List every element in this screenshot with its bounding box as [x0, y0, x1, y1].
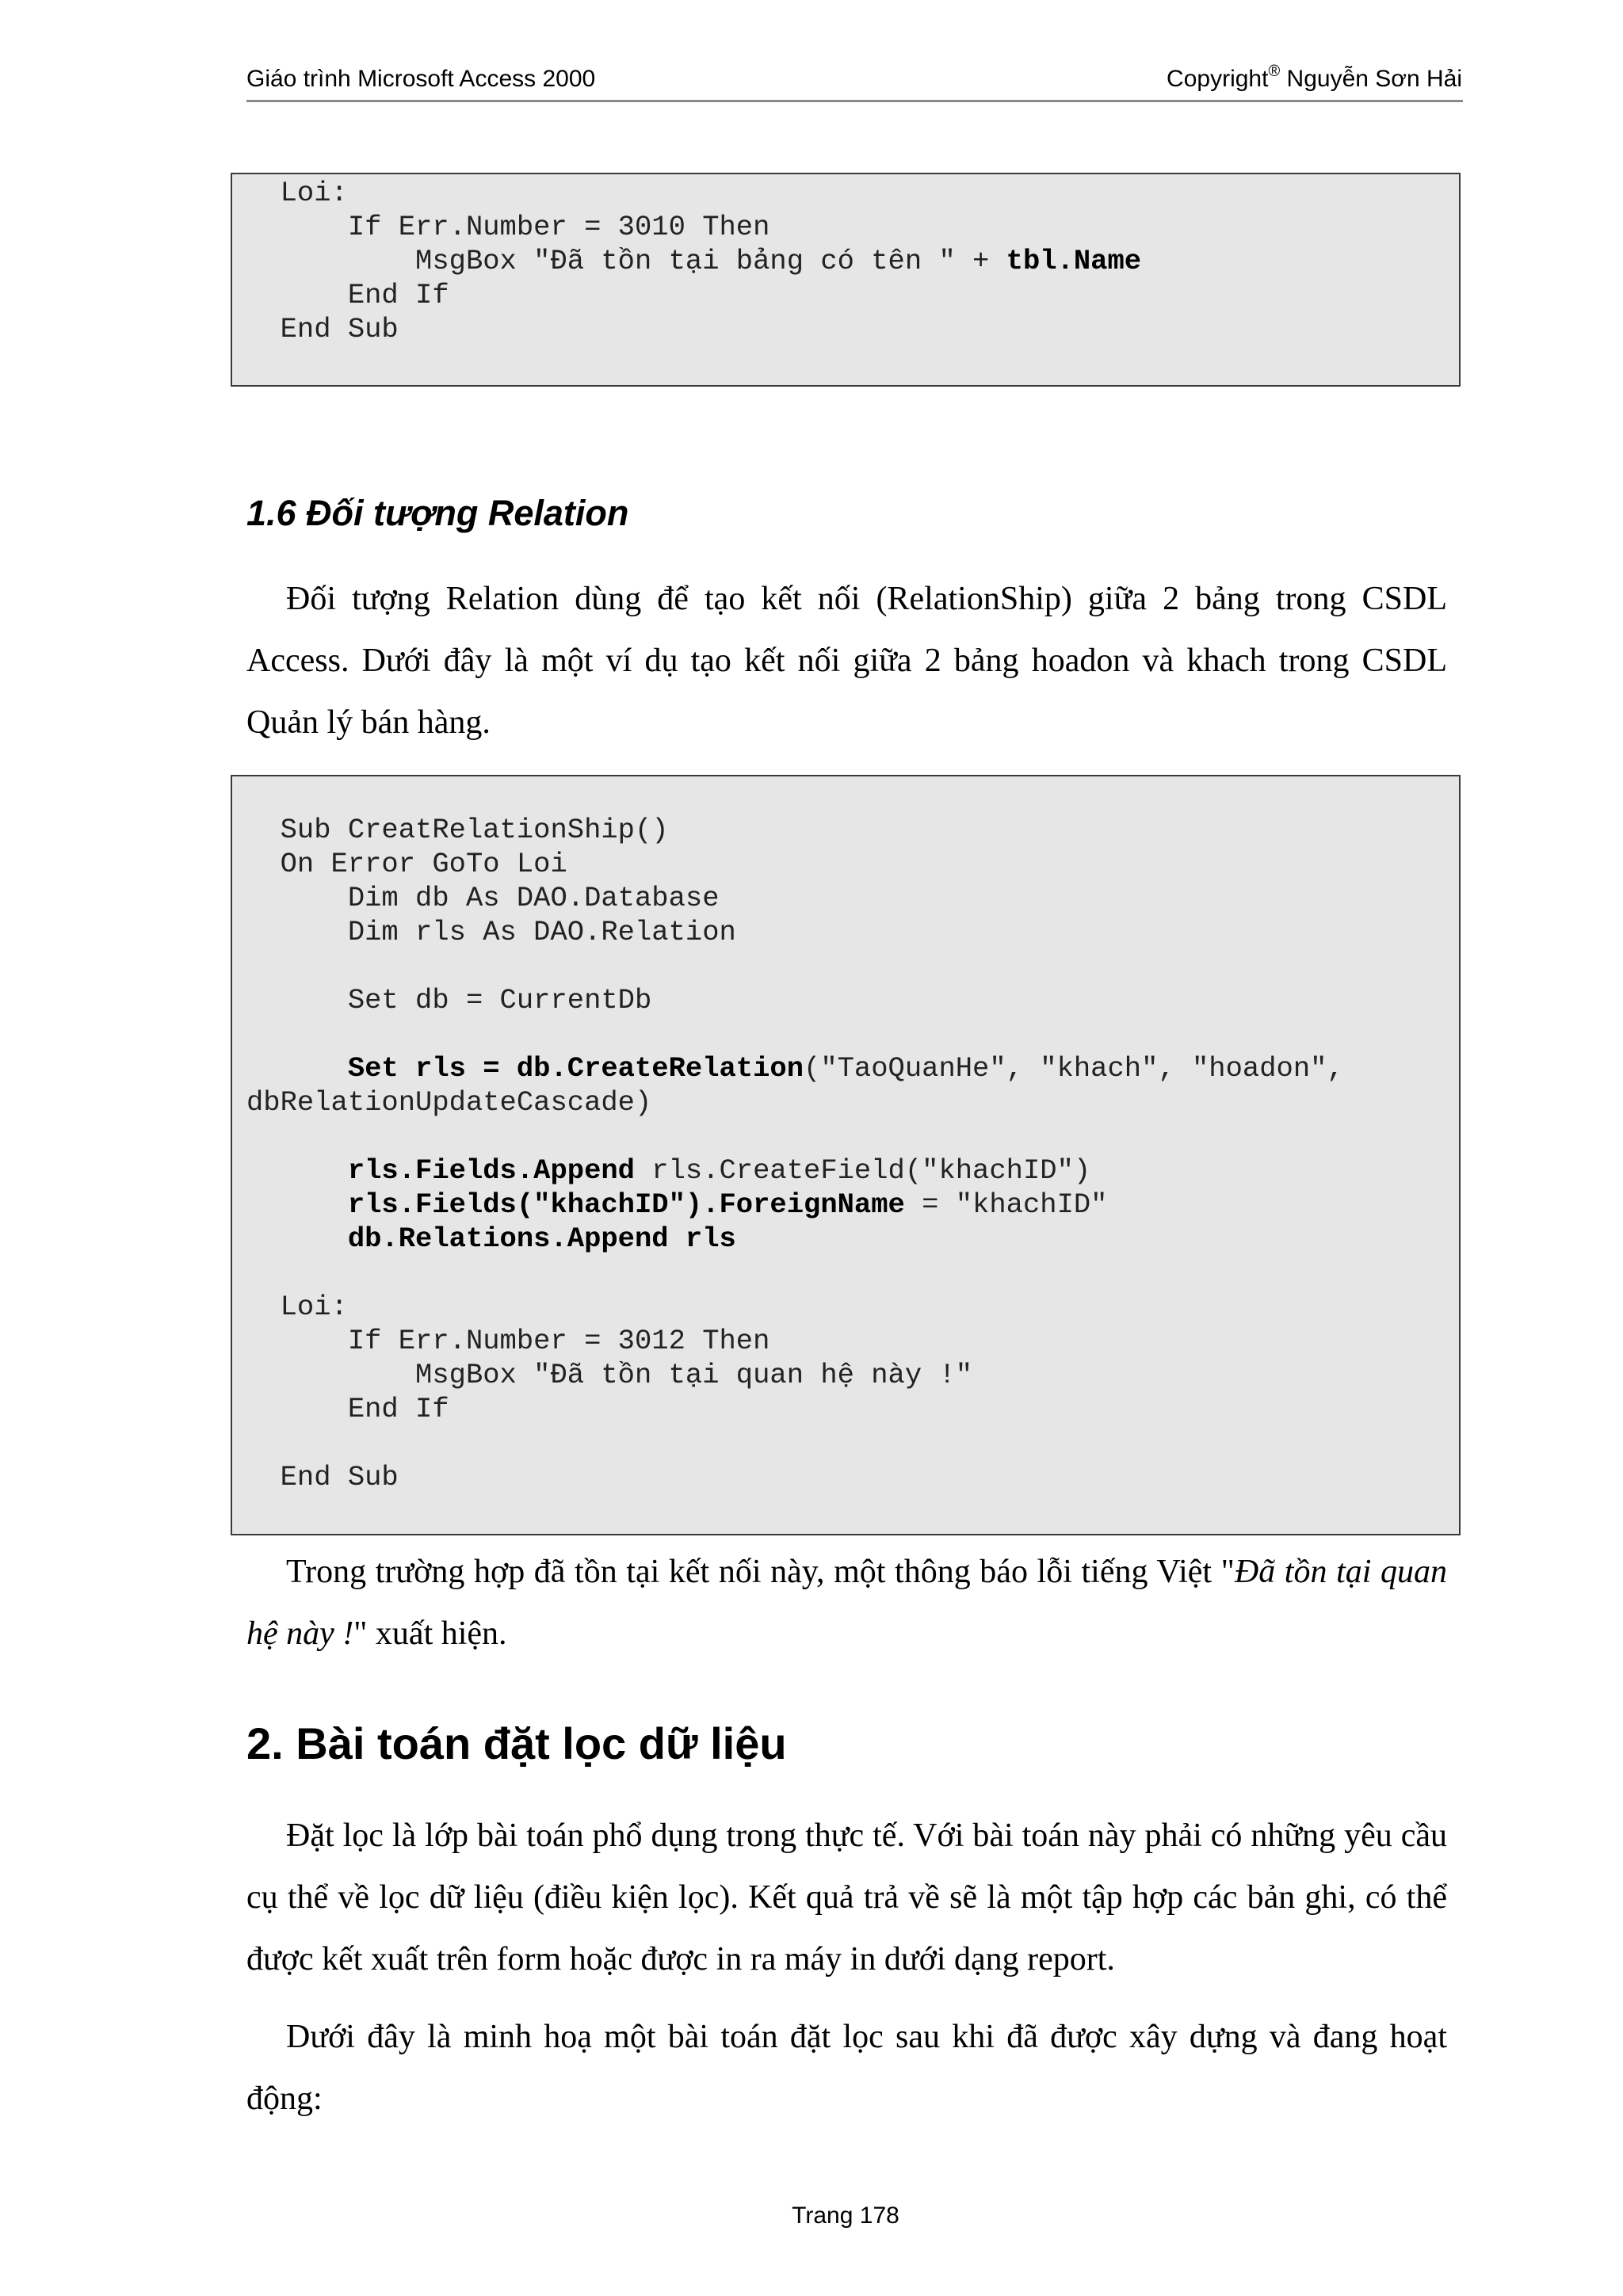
- header-divider: [246, 100, 1463, 102]
- code-line: If Err.Number = 3012 Then: [246, 1325, 770, 1357]
- code-line: Sub CreatRelationShip(): [246, 814, 669, 846]
- code-bold: tbl.Name: [1006, 245, 1142, 277]
- code-text: ("TaoQuanHe", "khach", "hoadon",: [804, 1052, 1344, 1085]
- code-bold: Set rls = db.CreateRelation: [246, 1052, 804, 1085]
- header-book-title: Giáo trình Microsoft Access 2000: [246, 66, 596, 92]
- italic-message: Đã tồn tại quan hệ này !: [246, 1554, 1448, 1652]
- registered-mark: ®: [1268, 63, 1281, 80]
- code-line: [246, 1222, 736, 1256]
- code-line: Set db = CurrentDb: [246, 984, 652, 1016]
- code-line: [246, 1051, 1344, 1085]
- paragraph-filter-demo: Dưới đây là minh hoạ một bài toán đặt lọc sau khi đã được xây dựng và đang hoạt động:: [246, 2019, 1447, 2117]
- code-line: [246, 1188, 1108, 1222]
- code-line: [246, 244, 1141, 278]
- code-bold: rls.Fields.Append: [246, 1154, 635, 1187]
- text-run: " xuất hiện.: [353, 1615, 507, 1652]
- code-line: End Sub: [246, 1461, 399, 1493]
- text-run: Trong trường hợp đã tồn tại kết nối này, một thông báo lỗi tiếng Việt ": [286, 1554, 1235, 1590]
- code-text: MsgBox "Đã tồn tại bảng có tên " +: [246, 245, 1006, 277]
- section-heading-relation: 1.6 Đối tượng Relation: [246, 493, 629, 533]
- code-line: Loi:: [246, 177, 348, 209]
- code-text: rls.CreateField("khachID"): [634, 1154, 1091, 1187]
- code-line: [246, 1154, 1090, 1188]
- code-line: Dim rls As DAO.Relation: [246, 916, 736, 948]
- header-copyright: [1167, 63, 1462, 95]
- code-line: MsgBox "Đã tồn tại quan hệ này !": [246, 1359, 973, 1391]
- code-line: On Error GoTo Loi: [246, 848, 567, 880]
- page-number: Trang 178: [792, 2203, 899, 2229]
- section-heading-filter: 2. Bài toán đặt lọc dữ liệu: [246, 1718, 787, 1768]
- code-line: End If: [246, 1393, 449, 1425]
- code-text: = "khachID": [904, 1188, 1108, 1221]
- code-line: End Sub: [246, 313, 399, 345]
- code-line: Dim db As DAO.Database: [246, 882, 720, 914]
- code-line: End If: [246, 279, 449, 311]
- code-line: Loi:: [246, 1291, 348, 1323]
- paragraph-relation-intro: Đối tượng Relation dùng để tạo kết nối (RelationShip) giữa 2 bảng trong CSDL Access. Dưới đây là một ví dụ tạo kết nối giữa 2 bảng hoadon và khach trong CSDL Quản lý bán hàng.: [246, 581, 1447, 741]
- author-name: Nguyễn Sơn Hải: [1280, 66, 1462, 92]
- copyright-label: Copyright: [1167, 66, 1269, 92]
- paragraph-error-message: [246, 1541, 1447, 1665]
- paragraph-filter-intro: Đặt lọc là lớp bài toán phổ dụng trong thực tế. Với bài toán này phải có những yêu cầu cụ thể về lọc dữ liệu (điều kiện lọc). Kết quả trả về sẽ là một tập hợp các bản ghi, có thể được kết xuất trên form hoặc được in ra máy in dưới dạng report.: [246, 1817, 1447, 1978]
- code-line: dbRelationUpdateCascade): [246, 1086, 652, 1119]
- code-line: If Err.Number = 3010 Then: [246, 211, 770, 243]
- code-bold: db.Relations.Append rls: [246, 1222, 736, 1255]
- code-bold: rls.Fields("khachID").ForeignName: [246, 1188, 905, 1221]
